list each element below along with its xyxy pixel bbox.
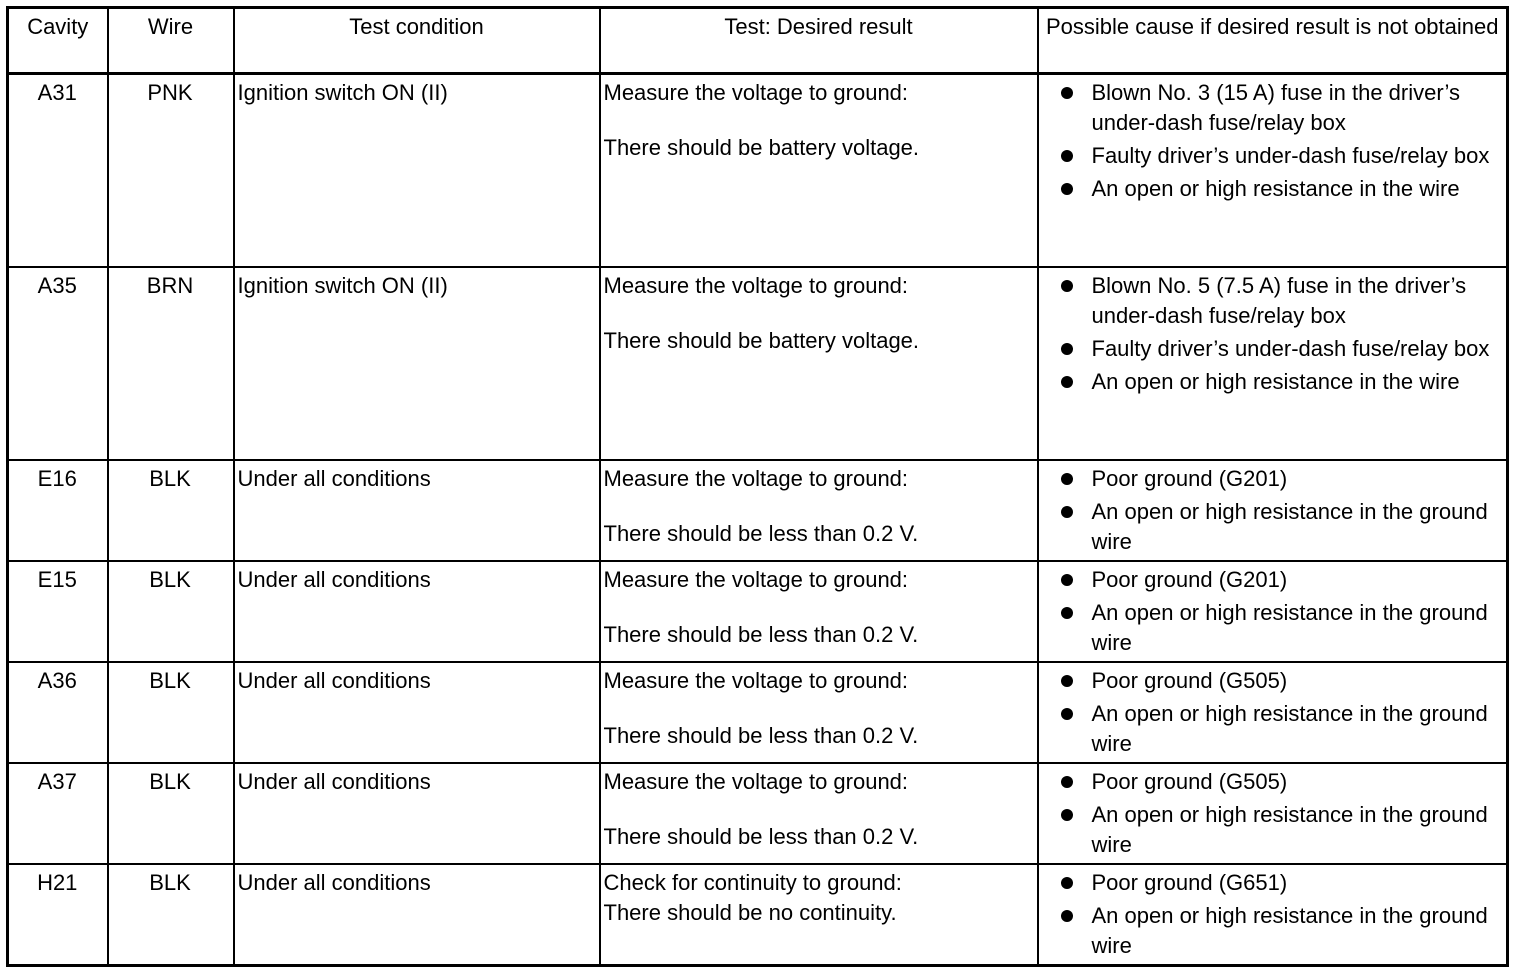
result-line-2: There should be less than 0.2 V. <box>603 621 919 647</box>
result-line-1: Measure the voltage to ground: <box>603 465 909 491</box>
result-cell <box>600 267 1038 460</box>
header-wire: Wire <box>108 8 234 74</box>
cause-cell <box>1038 763 1508 864</box>
cause-cell <box>1038 864 1508 966</box>
wire-cell: BLK <box>108 763 234 864</box>
bullet-icon <box>1061 183 1073 195</box>
result-line-1: Measure the voltage to ground: <box>603 272 909 298</box>
result-line-1: Measure the voltage to ground: <box>603 768 909 794</box>
cavity-cell: H21 <box>8 864 108 966</box>
cause-list <box>1057 868 1501 961</box>
result-cell <box>600 460 1038 561</box>
bullet-icon <box>1061 708 1073 720</box>
cavity-cell: A36 <box>8 662 108 763</box>
cause-item: An open or high resistance in the ground wire <box>1057 901 1501 961</box>
condition-cell: Under all conditions <box>234 864 600 966</box>
cause-cell <box>1038 561 1508 662</box>
cause-item: Faulty driver’s under-dash fuse/relay box <box>1057 334 1501 364</box>
cause-item: Poor ground (G201) <box>1057 565 1501 595</box>
cavity-cell: E15 <box>8 561 108 662</box>
condition-cell: Under all conditions <box>234 561 600 662</box>
result-cell <box>600 864 1038 966</box>
cause-list <box>1057 271 1501 397</box>
bullet-icon <box>1061 87 1073 99</box>
table-row <box>8 763 1508 864</box>
cavity-cell: A37 <box>8 763 108 864</box>
bullet-icon <box>1061 280 1073 292</box>
condition-cell: Under all conditions <box>234 460 600 561</box>
cause-item: An open or high resistance in the ground wire <box>1057 699 1501 759</box>
header-cavity: Cavity <box>8 8 108 74</box>
bullet-icon <box>1061 150 1073 162</box>
result-line-2: There should be no continuity. <box>603 899 897 925</box>
wire-cell: BLK <box>108 561 234 662</box>
cause-cell <box>1038 74 1508 267</box>
bullet-icon <box>1061 809 1073 821</box>
cause-item: An open or high resistance in the wire <box>1057 174 1501 204</box>
header-possible-cause: Possible cause if desired result is not obtained <box>1038 8 1508 74</box>
result-line-1: Measure the voltage to ground: <box>603 566 909 592</box>
cause-item: Poor ground (G505) <box>1057 767 1501 797</box>
cause-cell <box>1038 662 1508 763</box>
result-cell <box>600 74 1038 267</box>
cause-item: An open or high resistance in the ground wire <box>1057 497 1501 557</box>
bullet-icon <box>1061 877 1073 889</box>
cause-item: An open or high resistance in the wire <box>1057 367 1501 397</box>
condition-cell: Under all conditions <box>234 763 600 864</box>
result-cell <box>600 561 1038 662</box>
cause-item: Faulty driver’s under-dash fuse/relay box <box>1057 141 1501 171</box>
bullet-icon <box>1061 574 1073 586</box>
cause-item: Poor ground (G651) <box>1057 868 1501 898</box>
bullet-icon <box>1061 506 1073 518</box>
bullet-icon <box>1061 675 1073 687</box>
cause-item: An open or high resistance in the ground wire <box>1057 800 1501 860</box>
result-line-2: There should be less than 0.2 V. <box>603 520 919 546</box>
connector-test-table <box>6 6 1509 967</box>
bullet-icon <box>1061 473 1073 485</box>
cause-list <box>1057 78 1501 204</box>
table-row <box>8 662 1508 763</box>
table-row <box>8 864 1508 966</box>
cause-item: Poor ground (G201) <box>1057 464 1501 494</box>
table-row <box>8 561 1508 662</box>
table-row <box>8 460 1508 561</box>
cavity-cell: A31 <box>8 74 108 267</box>
table-row <box>8 267 1508 460</box>
result-line-1: Measure the voltage to ground: <box>603 80 909 105</box>
result-cell <box>600 662 1038 763</box>
wire-cell: BLK <box>108 662 234 763</box>
bullet-icon <box>1061 607 1073 619</box>
result-line-2: There should be less than 0.2 V. <box>603 823 919 849</box>
bullet-icon <box>1061 343 1073 355</box>
result-line-2: There should be less than 0.2 V. <box>603 722 919 748</box>
wire-cell: BRN <box>108 267 234 460</box>
cause-item: Poor ground (G505) <box>1057 666 1501 696</box>
cause-item: Blown No. 3 (15 A) fuse in the driver’s under-dash fuse/relay box <box>1057 78 1501 138</box>
bullet-icon <box>1061 376 1073 388</box>
cause-list <box>1057 464 1501 557</box>
cause-item: Blown No. 5 (7.5 A) fuse in the driver’s under-dash fuse/relay box <box>1057 271 1501 331</box>
condition-cell: Ignition switch ON (II) <box>234 267 600 460</box>
result-line-2: There should be battery voltage. <box>603 135 920 160</box>
table-row <box>8 74 1508 267</box>
cavity-cell: A35 <box>8 267 108 460</box>
cause-cell <box>1038 460 1508 561</box>
result-line-1: Measure the voltage to ground: <box>603 667 909 693</box>
cause-cell <box>1038 267 1508 460</box>
cause-list <box>1057 565 1501 658</box>
test-table-container <box>6 6 1506 967</box>
wire-cell: BLK <box>108 864 234 966</box>
result-line-2: There should be battery voltage. <box>603 327 920 353</box>
condition-cell: Under all conditions <box>234 662 600 763</box>
result-line-1: Check for continuity to ground: <box>603 869 902 895</box>
condition-cell: Ignition switch ON (II) <box>234 74 600 267</box>
header-test-condition: Test condition <box>234 8 600 74</box>
cause-list <box>1057 666 1501 759</box>
wire-cell: PNK <box>108 74 234 267</box>
cause-item: An open or high resistance in the ground wire <box>1057 598 1501 658</box>
header-desired-result: Test: Desired result <box>600 8 1038 74</box>
wire-cell: BLK <box>108 460 234 561</box>
bullet-icon <box>1061 910 1073 922</box>
table-header-row <box>8 8 1508 74</box>
result-cell <box>600 763 1038 864</box>
cavity-cell: E16 <box>8 460 108 561</box>
cause-list <box>1057 767 1501 860</box>
bullet-icon <box>1061 776 1073 788</box>
